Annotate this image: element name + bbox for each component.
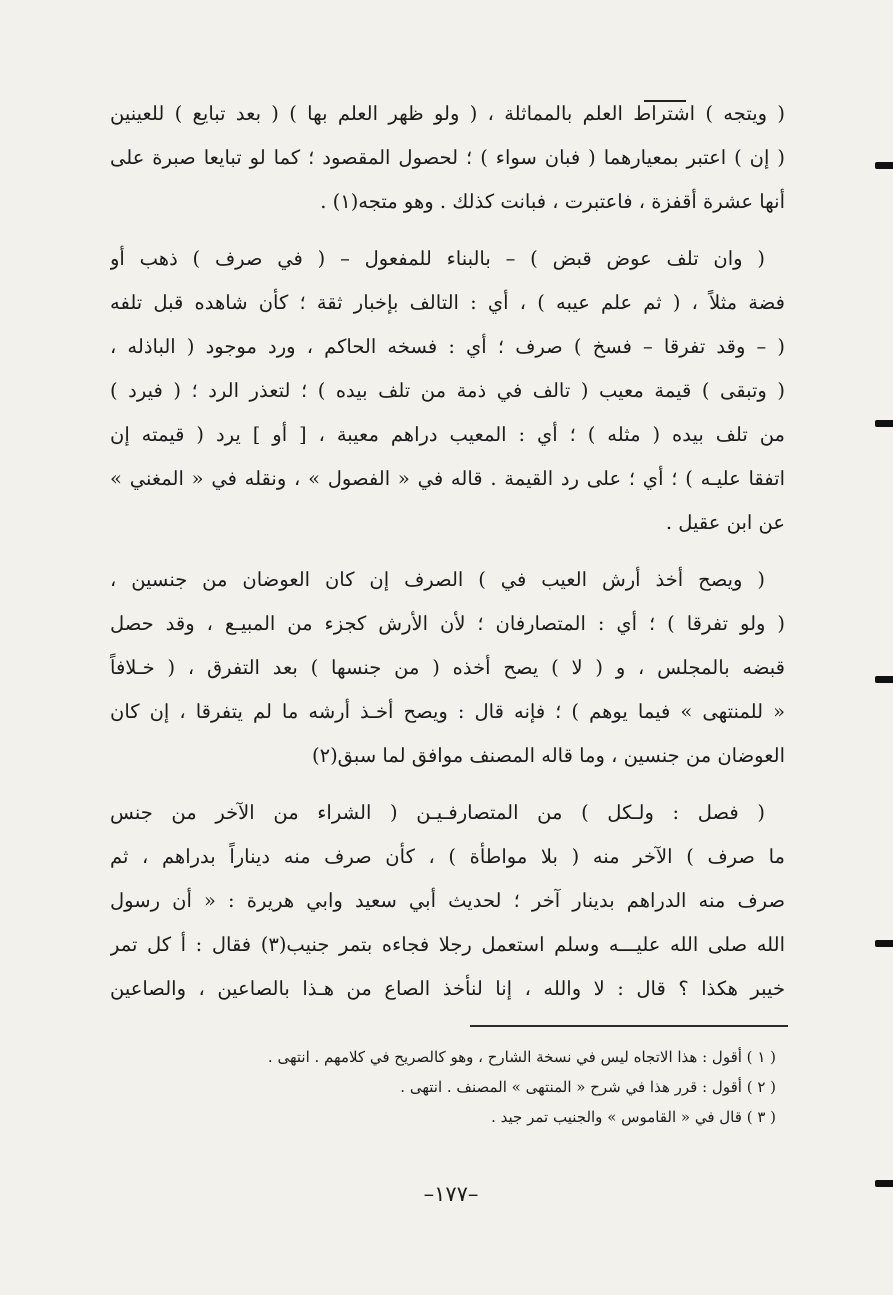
text-line: ( فصل : ولـكل ) من المتصارفـيـن ( الشراء من الآخر من جنس — [110, 801, 765, 824]
text-line: ( وان تلف عوض قبض ) – بالبناء للمفعول – ( في صرف ) ذهب أو — [110, 247, 765, 270]
text-line: خيبر هكذا ؟ قال : لا والله ، إنا لنأخذ الصاع من هـذا بالصاعين ، والصاعين — [110, 977, 785, 1000]
paragraph-1 — [110, 92, 785, 224]
text-line: الله صلى الله عليـــه وسلم استعمل رجلا فجاءه بتمر جنيب(٣) فقال : أ كل تمر — [110, 933, 785, 956]
text-line: « للمنتهى » فيما يوهم ) ؛ فإنه قال : ويصح أخـذ أرشه ما لم يتفرقا ، إن كان — [110, 700, 785, 723]
text-line: اتفقا عليـه ) ؛ أي ؛ على رد القيمة . قاله في « الفصول » ، ونقله في « المغني » — [110, 467, 785, 490]
binding-mark — [875, 420, 893, 427]
text-line: قبضه بالمجلس ، و ( لا ) يصح أخذه ( من جنسها ) بعد التفرق ، ( خـلافاً — [110, 656, 785, 679]
binding-mark — [875, 676, 893, 683]
text-line: ( وتبقى ) قيمة معيب ( تالف في ذمة من تلف بيده ) ؛ لتعذر الرد ؛ ( فيرد ) — [110, 379, 785, 402]
text-line: صرف منه الدراهم بدينار آخر ؛ لحديث أبي سعيد وابي هريرة : « أن رسول — [110, 889, 785, 912]
footnotes — [150, 1042, 790, 1132]
text-line: ( – وقد تفرقا – فسخ ) صرف ؛ أي : فسخه الحاكم ، ورد موجود ( الباذله ، — [110, 335, 785, 358]
text-line: فضة مثلاً ، ( ثم علم عيبه ) ، أي : التالف بإخبار ثقة ؛ كأن شاهده قبل تلفه — [110, 291, 785, 314]
text-line: أنها عشرة أقفزة ، فاعتبرت ، فبانت كذلك . وهو متجه(١) . — [320, 190, 785, 213]
text-line: ( ويتجه ) اشتراط العلم بالمماثلة ، ( ولو ظهر العلم بها ) ( بعد تبايع ) للعينين — [110, 102, 785, 125]
binding-mark — [875, 162, 893, 169]
page-body — [110, 92, 785, 1024]
paragraph-2 — [110, 237, 785, 545]
text-line: من تلف بيده ( مثله ) ؛ أي : المعيب دراهم معيبة ، [ أو ] يرد ( قيمته إن — [110, 423, 785, 446]
footnote-separator — [470, 1025, 788, 1027]
text-line: عن ابن عقيل . — [665, 511, 785, 534]
paragraph-4 — [110, 791, 785, 1011]
text-line: ( ولو تفرقا ) ؛ أي : المتصارفان ؛ لأن الأرش كجزء من المبيـع ، وقد حصل — [110, 612, 785, 635]
binding-mark — [875, 1180, 893, 1187]
text-line: العوضان من جنسين ، وما قاله المصنف موافق لما سبق(٢) — [311, 744, 785, 767]
text-line: ( إن ) اعتبر بمعيارهما ( فبان سواء ) ؛ لحصول المقصود ؛ كما لو تبايعا صبرة على — [110, 146, 785, 169]
page-number: –١٧٧– — [423, 1182, 479, 1206]
text-line: ما صرف ) الآخر منه ( بلا مواطأة ) ، كأن صرف منه ديناراً بدراهم ، ثم — [110, 845, 785, 868]
paragraph-3 — [110, 558, 785, 778]
footnote-3: ( ٣ ) قال في « القاموس » والجنيب تمر جيد . — [491, 1108, 776, 1126]
binding-mark — [875, 940, 893, 947]
footnote-1: ( ١ ) أقول : هذا الاتجاه ليس في نسخة الشارح ، وهو كالصريح في كلامهم . انتهى . — [267, 1048, 776, 1066]
footnote-2: ( ٢ ) أقول : قرر هذا في شرح « المنتهى » المصنف . انتهى . — [400, 1078, 776, 1096]
text-line: ( ويصح أخذ أرش العيب في ) الصرف إن كان العوضان من جنسين ، — [110, 568, 765, 591]
